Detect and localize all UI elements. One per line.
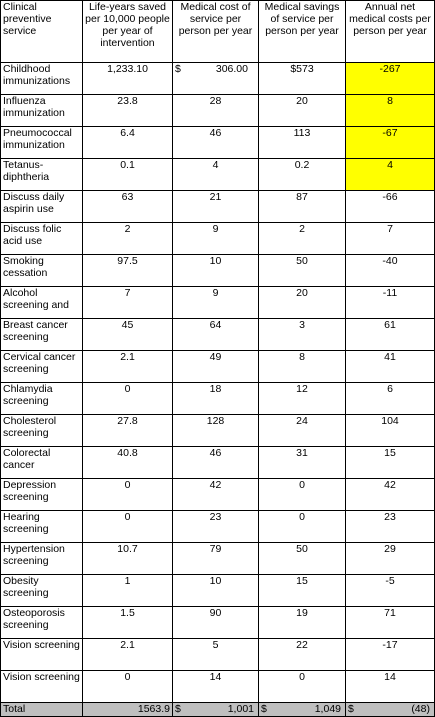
medical-savings-cell: 20 xyxy=(259,95,346,127)
total-cost-value: 1,001 xyxy=(227,703,254,715)
net-cost-cell: -267 xyxy=(346,63,435,95)
medical-savings-cell: 12 xyxy=(259,383,346,415)
life-years-cell: 6.4 xyxy=(83,127,173,159)
table-row xyxy=(1,255,435,287)
medical-cost-cell: 4 xyxy=(173,159,259,191)
life-years-cell: 45 xyxy=(83,319,173,351)
life-years-cell: 2 xyxy=(83,223,173,255)
medical-savings-cell: 50 xyxy=(259,255,346,287)
service-name-cell: Hearing screening xyxy=(1,511,83,543)
medical-cost-cell: 128 xyxy=(173,415,259,447)
service-name-cell: Alcohol screening and xyxy=(1,287,83,319)
table-row xyxy=(1,543,435,575)
net-cost-cell: -5 xyxy=(346,575,435,607)
header-net-cost: Annual net medical costs per person per year xyxy=(346,1,435,63)
medical-cost-cell: 64 xyxy=(173,319,259,351)
life-years-cell: 2.1 xyxy=(83,351,173,383)
medical-cost-cell: 90 xyxy=(173,607,259,639)
medical-savings-cell: 0 xyxy=(259,671,346,703)
service-name-cell: Tetanus-diphtheria xyxy=(1,159,83,191)
medical-savings-cell: 20 xyxy=(259,287,346,319)
table-row xyxy=(1,447,435,479)
net-cost-cell: 7 xyxy=(346,223,435,255)
total-savings-value: 1,049 xyxy=(314,703,341,715)
life-years-cell: 0 xyxy=(83,511,173,543)
medical-cost-cell: 46 xyxy=(173,447,259,479)
net-cost-cell: 104 xyxy=(346,415,435,447)
service-name-cell: Colorectal cancer xyxy=(1,447,83,479)
service-name-cell: Vision screening xyxy=(1,639,83,671)
medical-savings-cell: 50 xyxy=(259,543,346,575)
table-row xyxy=(1,319,435,351)
life-years-cell: 1 xyxy=(83,575,173,607)
medical-savings-cell: 2 xyxy=(259,223,346,255)
currency-symbol: $ xyxy=(348,703,354,715)
life-years-cell: 0 xyxy=(83,479,173,511)
medical-cost-cell: 42 xyxy=(173,479,259,511)
medical-savings-cell: 0 xyxy=(259,511,346,543)
medical-savings-cell: $573 xyxy=(259,63,346,95)
total-net-value: (48) xyxy=(411,703,430,715)
header-row xyxy=(1,1,435,63)
net-cost-cell: 4 xyxy=(346,159,435,191)
table-row xyxy=(1,639,435,671)
net-cost-cell: -67 xyxy=(346,127,435,159)
service-name-cell: Hypertension screening xyxy=(1,543,83,575)
table-row xyxy=(1,479,435,511)
service-name-cell: Depression screening xyxy=(1,479,83,511)
service-name-cell: Cholesterol screening xyxy=(1,415,83,447)
table-row xyxy=(1,191,435,223)
life-years-cell: 7 xyxy=(83,287,173,319)
net-cost-cell: -17 xyxy=(346,639,435,671)
service-name-cell: Pneumococcal immunization xyxy=(1,127,83,159)
life-years-cell: 0 xyxy=(83,671,173,703)
medical-cost-cell: 28 xyxy=(173,95,259,127)
service-name-cell: Osteoporosis screening xyxy=(1,607,83,639)
total-medical-savings xyxy=(259,703,346,717)
header-service: Clinical preventive service xyxy=(1,1,83,63)
medical-cost-cell: 49 xyxy=(173,351,259,383)
net-cost-cell: -66 xyxy=(346,191,435,223)
currency-symbol: $ xyxy=(175,63,181,75)
net-cost-cell: -11 xyxy=(346,287,435,319)
header-medical-cost: Medical cost of service per person per year xyxy=(173,1,259,63)
medical-cost-cell: 9 xyxy=(173,287,259,319)
table-row xyxy=(1,127,435,159)
table-row xyxy=(1,287,435,319)
life-years-cell: 1,233.10 xyxy=(83,63,173,95)
table-row xyxy=(1,223,435,255)
service-name-cell: Discuss folic acid use xyxy=(1,223,83,255)
net-cost-cell: 15 xyxy=(346,447,435,479)
life-years-cell: 27.8 xyxy=(83,415,173,447)
life-years-cell: 0 xyxy=(83,383,173,415)
table-row xyxy=(1,95,435,127)
medical-savings-cell: 22 xyxy=(259,639,346,671)
service-name-cell: Breast cancer screening xyxy=(1,319,83,351)
header-medical-savings: Medical savings of service per person per year xyxy=(259,1,346,63)
table-row xyxy=(1,351,435,383)
net-cost-cell: 71 xyxy=(346,607,435,639)
medical-savings-cell: 19 xyxy=(259,607,346,639)
total-net-cost xyxy=(346,703,435,717)
medical-savings-cell: 3 xyxy=(259,319,346,351)
service-name-cell: Cervical cancer screening xyxy=(1,351,83,383)
medical-cost-value: 306.00 xyxy=(215,63,248,75)
life-years-cell: 2.1 xyxy=(83,639,173,671)
table-row xyxy=(1,575,435,607)
net-cost-cell: 6 xyxy=(346,383,435,415)
medical-cost-cell: 10 xyxy=(173,575,259,607)
medical-savings-cell: 0.2 xyxy=(259,159,346,191)
life-years-cell: 0.1 xyxy=(83,159,173,191)
medical-savings-cell: 31 xyxy=(259,447,346,479)
table-row xyxy=(1,159,435,191)
currency-symbol: $ xyxy=(175,703,181,715)
net-cost-cell: 23 xyxy=(346,511,435,543)
service-name-cell: Discuss daily aspirin use xyxy=(1,191,83,223)
service-name-cell: Influenza immunization xyxy=(1,95,83,127)
medical-cost-cell: 5 xyxy=(173,639,259,671)
currency-symbol: $ xyxy=(261,703,267,715)
net-cost-cell: -40 xyxy=(346,255,435,287)
total-life-years: 1563.9 xyxy=(83,703,173,717)
service-name-cell: Smoking cessation xyxy=(1,255,83,287)
medical-cost-cell: 18 xyxy=(173,383,259,415)
table-body xyxy=(1,63,435,717)
life-years-cell: 1.5 xyxy=(83,607,173,639)
medical-savings-cell: 0 xyxy=(259,479,346,511)
total-row xyxy=(1,703,435,717)
service-name-cell: Vision screening xyxy=(1,671,83,703)
medical-savings-cell: 113 xyxy=(259,127,346,159)
total-label: Total xyxy=(1,703,83,717)
life-years-cell: 63 xyxy=(83,191,173,223)
medical-cost-cell: 14 xyxy=(173,671,259,703)
table-row xyxy=(1,607,435,639)
service-name-cell: Childhood immunizations xyxy=(1,63,83,95)
table-row xyxy=(1,671,435,703)
service-name-cell: Chlamydia screening xyxy=(1,383,83,415)
net-cost-cell: 61 xyxy=(346,319,435,351)
net-cost-cell: 14 xyxy=(346,671,435,703)
life-years-cell: 40.8 xyxy=(83,447,173,479)
medical-cost-cell: 21 xyxy=(173,191,259,223)
medical-cost-cell: 46 xyxy=(173,127,259,159)
medical-cost-cell: 79 xyxy=(173,543,259,575)
life-years-cell: 97.5 xyxy=(83,255,173,287)
service-name-cell: Obesity screening xyxy=(1,575,83,607)
medical-savings-cell: 8 xyxy=(259,351,346,383)
table-row xyxy=(1,63,435,95)
table-row xyxy=(1,511,435,543)
table-row xyxy=(1,383,435,415)
medical-cost-cell: 23 xyxy=(173,511,259,543)
medical-cost-cell: 10 xyxy=(173,255,259,287)
medical-savings-cell: 15 xyxy=(259,575,346,607)
net-cost-cell: 8 xyxy=(346,95,435,127)
net-cost-cell: 41 xyxy=(346,351,435,383)
medical-savings-cell: 24 xyxy=(259,415,346,447)
medical-savings-cell: 87 xyxy=(259,191,346,223)
header-life-years: Life-years saved per 10,000 people per year of intervention xyxy=(83,1,173,63)
life-years-cell: 10.7 xyxy=(83,543,173,575)
total-medical-cost xyxy=(173,703,259,717)
net-cost-cell: 29 xyxy=(346,543,435,575)
life-years-cell: 23.8 xyxy=(83,95,173,127)
table-row xyxy=(1,415,435,447)
medical-cost-cell xyxy=(173,63,259,95)
medical-cost-cell: 9 xyxy=(173,223,259,255)
net-cost-cell: 42 xyxy=(346,479,435,511)
